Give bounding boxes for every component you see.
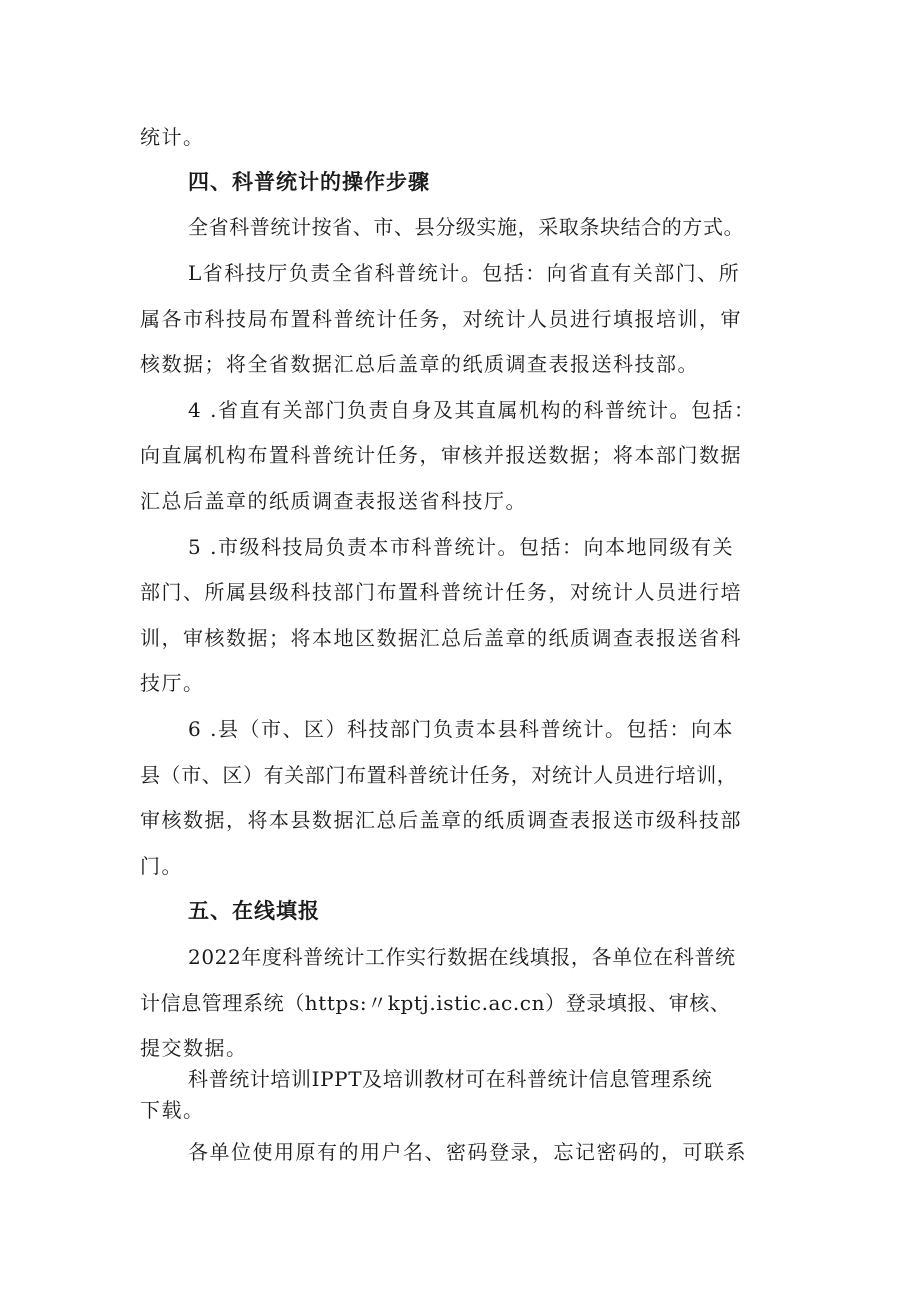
text-line: 全省科普统计按省、市、县分级实施，采取条块结合的方式。 (188, 215, 745, 239)
text-line: 门。 (140, 854, 183, 878)
text-line: 训，审核数据；将本地区数据汇总后盖章的纸质调查表报送省科 (140, 626, 742, 650)
text-line: 向直属机构布置科普统计任务，审核并报送数据；将本部门数据 (140, 443, 742, 467)
text-line: 6 .县（市、区）科技部门负责本县科普统计。包括：向本 (188, 717, 734, 741)
text-line: 属各市科技局布置科普统计任务，对统计人员进行填报培训，审 (140, 307, 742, 331)
text-line: 汇总后盖章的纸质调查表报送省科技厅。 (140, 489, 527, 513)
text-line: 2022年度科普统计工作实行数据在线填报，各单位在科普统 (188, 945, 736, 969)
text-line: 各单位使用原有的用户名、密码登录，忘记密码的，可联系 (188, 1140, 747, 1164)
text-line: 核数据；将全省数据汇总后盖章的纸质调查表报送科技部。 (140, 352, 699, 376)
text-line: 审核数据，将本县数据汇总后盖章的纸质调查表报送市级科技部 (140, 808, 742, 832)
text-line: 提交数据。 (140, 1036, 248, 1060)
section-heading: 四、科普统计的操作步骤 (188, 170, 430, 194)
text-line: 5 .市级科技局负责本市科普统计。包括：向本地同级有关 (188, 535, 734, 559)
section-heading: 五、在线填报 (188, 899, 320, 923)
text-line: L省科技厅负责全省科普统计。包括：向省直有关部门、所 (188, 261, 741, 285)
text-line: 4 .省直有关部门负责自身及其直属机构的科普统计。包括： (188, 398, 756, 422)
text-line: 计信息管理系统（https:〃kptj.istic.ac.cn）登录填报、审核、 (140, 991, 731, 1015)
text-line: 县（市、区）有关部门布置科普统计任务，对统计人员进行培训， (140, 763, 738, 787)
text-line: 科普统计培训IPPT及培训教材可在科普统计信息管理系统 (188, 1067, 713, 1091)
text-line: 统计。 (140, 125, 205, 149)
text-line: 技厅。 (140, 671, 205, 695)
text-line: 下载。 (140, 1098, 205, 1122)
text-line: 部门、所属县级科技部门布置科普统计任务，对统计人员进行培 (140, 580, 742, 604)
